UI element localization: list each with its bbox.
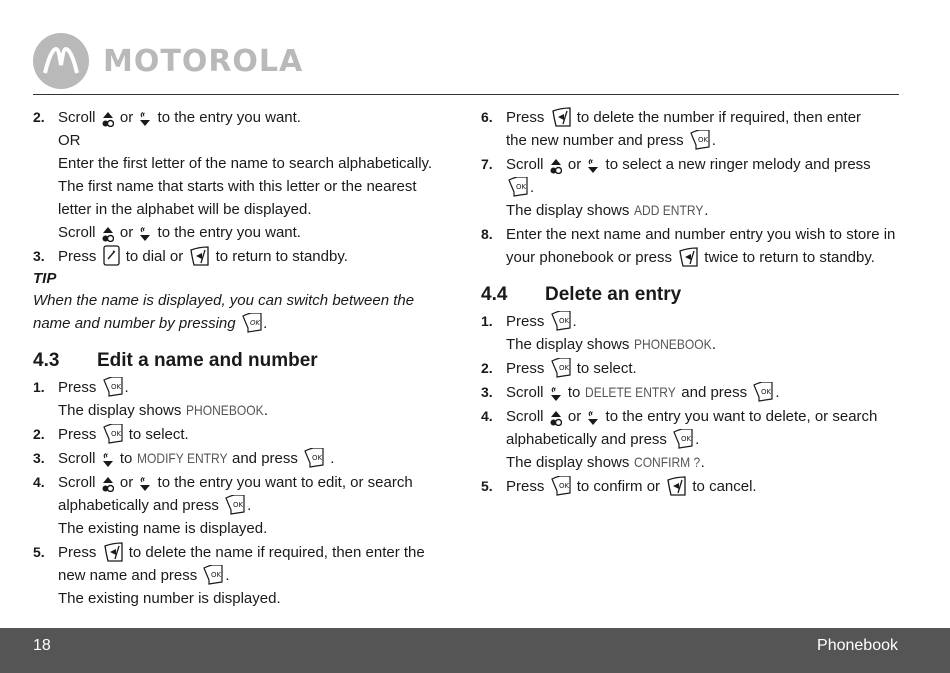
step-number: 3. bbox=[33, 248, 45, 264]
motorola-logo-icon bbox=[33, 33, 89, 89]
tip-title: TIP bbox=[33, 270, 57, 287]
scroll-up-down-icon bbox=[102, 226, 114, 242]
scroll-up-down-icon bbox=[550, 410, 562, 426]
delete-back-key-icon bbox=[666, 476, 686, 496]
step-number: 5. bbox=[33, 544, 45, 560]
step-text: to dial or bbox=[125, 248, 184, 265]
step-text: to the entry you want. bbox=[157, 109, 301, 126]
step-item: 7. Scroll or to select a new ringer melody and press . The display shows ADD ENTRY. bbox=[481, 153, 911, 222]
step-item: 4. Scroll or to the entry you want to edit, or search alphabetically and press . The existing name is displayed. bbox=[33, 471, 453, 540]
step-item: 1. Press . The display shows PHONEBOOK. bbox=[481, 310, 911, 356]
section-number: 4.3 bbox=[33, 350, 60, 371]
step-number: 7. bbox=[481, 156, 493, 172]
tip-text: When the name is displayed, you can switch between the name and number by pressing . bbox=[33, 292, 415, 332]
scroll-down-icon bbox=[139, 111, 151, 127]
step-item bbox=[33, 245, 453, 268]
ok-key-icon bbox=[203, 565, 223, 585]
step-number: 3. bbox=[33, 450, 45, 466]
brand-name: MOTOROLA bbox=[103, 43, 304, 79]
page-footer bbox=[0, 628, 950, 673]
step-number: 2. bbox=[33, 109, 45, 125]
right-column bbox=[481, 106, 911, 499]
ok-key-icon bbox=[508, 177, 528, 197]
continued-steps bbox=[481, 106, 911, 269]
step-text: Press bbox=[58, 248, 97, 265]
step-item: 2. Press to select. bbox=[481, 357, 911, 380]
footer-section-name: Phonebook bbox=[817, 637, 898, 654]
section-heading bbox=[33, 349, 453, 372]
step-number: 5. bbox=[481, 478, 493, 494]
delete-back-key-icon bbox=[189, 246, 209, 266]
ok-key-icon bbox=[103, 424, 123, 444]
ok-key-icon bbox=[551, 358, 571, 378]
section-steps bbox=[33, 376, 453, 610]
scroll-down-icon bbox=[587, 158, 599, 174]
step-item: 6. Press to delete the number if required, then enter the new number and press . bbox=[481, 106, 911, 152]
scroll-down-icon bbox=[587, 410, 599, 426]
delete-back-key-icon bbox=[678, 247, 698, 267]
scroll-up-down-icon bbox=[102, 111, 114, 127]
step-text: Enter the first letter of the name to search alphabetically. bbox=[58, 155, 433, 172]
step-text: to the entry you want. bbox=[157, 224, 301, 241]
ok-key-icon bbox=[753, 382, 773, 402]
ok-key-icon bbox=[551, 311, 571, 331]
step-text: to return to standby. bbox=[215, 248, 348, 265]
section-title: Edit a name and number bbox=[97, 350, 318, 371]
scroll-up-down-icon bbox=[102, 476, 114, 492]
display-text: CONFIRM ? bbox=[633, 454, 700, 470]
page-number: 18 bbox=[33, 637, 51, 654]
step-number: 1. bbox=[481, 313, 493, 329]
step-item: 3. Scroll to DELETE ENTRY and press . bbox=[481, 381, 911, 404]
step-item: 1. Press . The display shows PHONEBOOK. bbox=[33, 376, 453, 422]
scroll-up-down-icon bbox=[550, 158, 562, 174]
delete-back-key-icon bbox=[103, 542, 123, 562]
step-number: 2. bbox=[33, 426, 45, 442]
step-item: 5. Press to delete the name if required, then enter the new name and press . The existing number is displayed. bbox=[33, 541, 453, 610]
scroll-down-icon bbox=[102, 452, 114, 468]
step-number: 4. bbox=[481, 408, 493, 424]
delete-back-key-icon bbox=[551, 107, 571, 127]
left-column bbox=[33, 106, 453, 611]
step-number: 1. bbox=[33, 379, 45, 395]
section-steps bbox=[481, 310, 911, 498]
ok-key-icon bbox=[551, 476, 571, 496]
display-text: ADD ENTRY bbox=[633, 202, 703, 218]
scroll-down-icon bbox=[139, 476, 151, 492]
step-text: Scroll bbox=[58, 109, 96, 126]
display-text: DELETE ENTRY bbox=[584, 384, 676, 400]
continued-steps bbox=[33, 106, 453, 268]
section-title: Delete an entry bbox=[545, 284, 682, 305]
step-item: 2. Press to select. bbox=[33, 423, 453, 446]
step-text: OR bbox=[58, 132, 81, 149]
step-item: 8. Enter the next name and number entry you wish to store in your phonebook or press twice to return to standby. bbox=[481, 223, 911, 269]
ok-key-icon bbox=[304, 448, 324, 468]
step-text: or bbox=[119, 224, 134, 241]
scroll-down-icon bbox=[139, 226, 151, 242]
ok-key-icon bbox=[690, 130, 710, 150]
step-item: 5. Press to confirm or to cancel. bbox=[481, 475, 911, 498]
section-number: 4.4 bbox=[481, 284, 508, 305]
display-text: MODIFY ENTRY bbox=[136, 450, 228, 466]
ok-key-icon bbox=[673, 429, 693, 449]
ok-key-icon bbox=[242, 313, 262, 333]
step-number: 6. bbox=[481, 109, 493, 125]
step-number: 3. bbox=[481, 384, 493, 400]
step-number: 2. bbox=[481, 360, 493, 376]
brand-logo bbox=[33, 33, 303, 89]
ok-key-icon bbox=[225, 495, 245, 515]
display-text: PHONEBOOK bbox=[633, 336, 712, 352]
ok-key-icon bbox=[103, 377, 123, 397]
display-text: PHONEBOOK bbox=[185, 402, 264, 418]
step-item bbox=[33, 106, 453, 244]
header-divider bbox=[33, 94, 899, 95]
step-text: The first name that starts with this letter or the nearest bbox=[58, 178, 417, 195]
section-heading bbox=[481, 283, 911, 306]
step-number: 8. bbox=[481, 226, 493, 242]
step-number: 4. bbox=[33, 474, 45, 490]
step-item: 4. Scroll or to the entry you want to delete, or search alphabetically and press . The display shows CONFIRM ?. bbox=[481, 405, 911, 474]
step-text: Scroll bbox=[58, 224, 96, 241]
step-item: 3. Scroll to MODIFY ENTRY and press . bbox=[33, 447, 453, 470]
scroll-down-icon bbox=[550, 386, 562, 402]
talk-key-icon bbox=[103, 245, 120, 266]
step-text: letter in the alphabet will be displayed. bbox=[58, 201, 312, 218]
step-text: or bbox=[119, 109, 134, 126]
